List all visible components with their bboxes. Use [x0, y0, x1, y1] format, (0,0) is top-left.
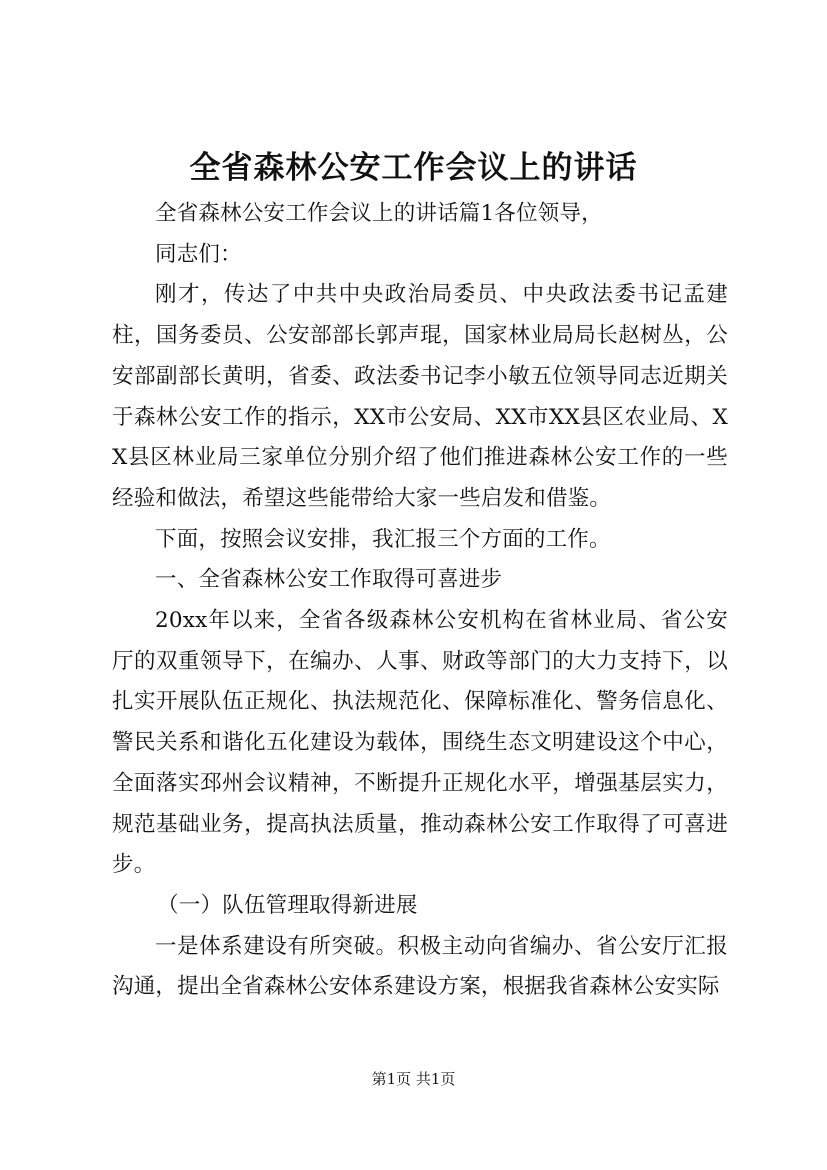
- paragraph: 20xx年以来，全省各级森林公安机构在省林业局、省公安厅的双重领导下，在编办、人事、财政等部门的大力支持下，以扎实开展队伍正规化、执法规范化、保障标准化、警务信息化、警民关系和谐化五化建设为载体，围绕生态文明建设这个中心，全面落实邳州会议精神，不断提升正规化水平，增强基层实力，规范基础业务，提高执法质量，推动森林公安工作取得了可喜进步。: [112, 608, 728, 878]
- document-title: 全省森林公安工作会议上的讲话: [189, 150, 638, 186]
- page-footer: 第1页 共1页: [371, 1070, 456, 1088]
- document-body: [112, 194, 728, 1008]
- paragraph: 下面，按照会议安排，我汇报三个方面的工作。: [155, 526, 611, 552]
- paragraph: 同志们：: [155, 241, 242, 267]
- section-heading: 一、全省森林公安工作取得可喜进步: [155, 567, 503, 593]
- subsection-heading: （一）队伍管理取得新进展: [157, 892, 418, 918]
- paragraph: 刚才，传达了中共中央政治局委员、中央政法委书记孟建柱，国务委员、公安部部长郭声琨，国家林业局局长赵树丛，公安部副部长黄明，省委、政法委书记李小敏五位领导同志近期关于森林公安工作的指示，XX市公安局、XX市XX县区农业局、XX县区林业局三家单位分别介绍了他们推进森林公安工作的一些经验和做法，希望这些能带给大家一些启发和借鉴。: [112, 282, 728, 511]
- paragraph: 一是体系建设有所突破。积极主动向省编办、省公安厅汇报沟通，提出全省森林公安体系建设方案，根据我省森林公安实际: [112, 933, 728, 1000]
- paragraph: 全省森林公安工作会议上的讲话篇1各位领导，: [155, 201, 603, 226]
